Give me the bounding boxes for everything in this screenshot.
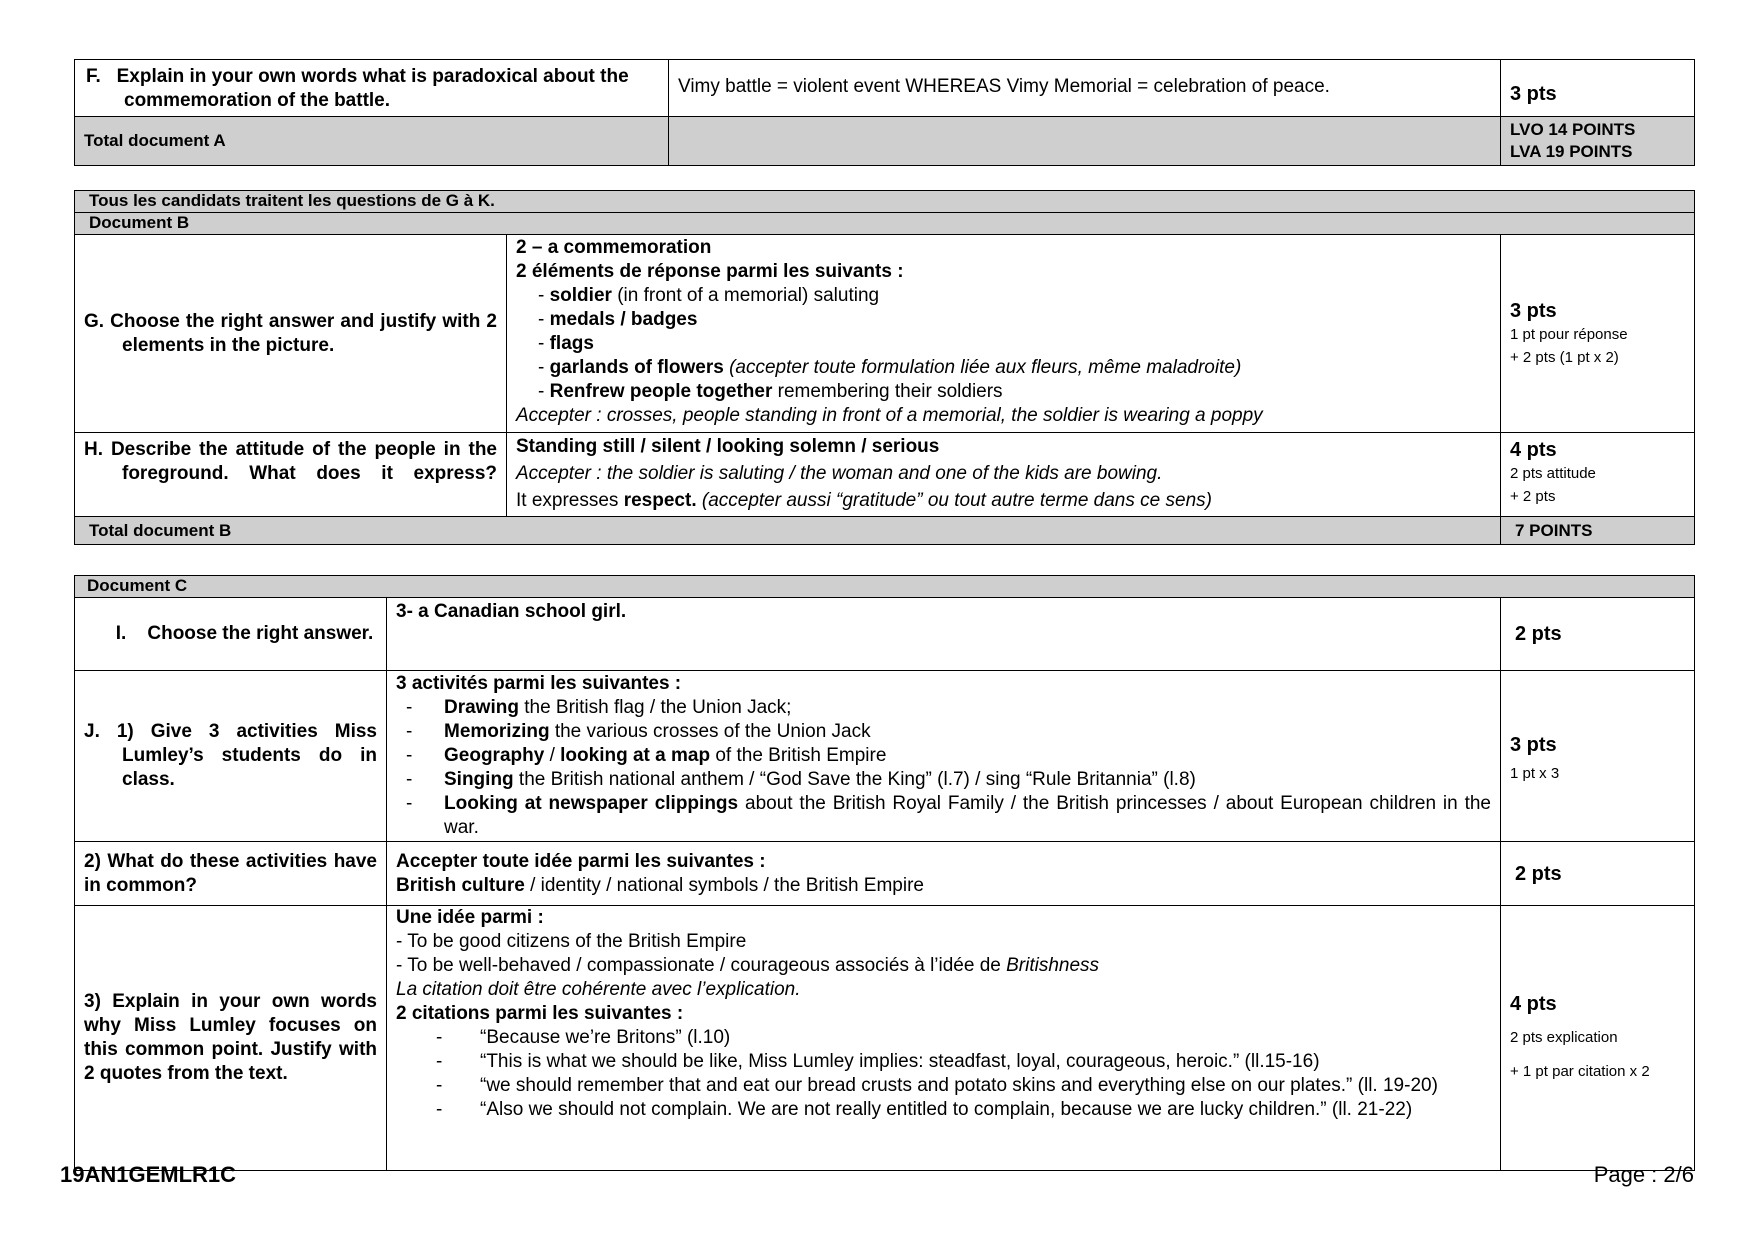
answer-f	[669, 60, 1501, 117]
answer-j3: Une idée parmi : - To be good citizens of the British Empire - To be well-behaved / compassionate / courageous associés à l’idée de Britishness La citation doit être cohérente avec l’explication. 2 citations parmi les suivantes : - “Because we’re Britons” (l.10) - “This is what we should be like, Miss Lumley implies: steadfast, loyal, courageous, heroic.” (ll.15-16) - “we should remember that and eat our bread crusts and potato skins and everything else on our plates.” (ll. 19-20) - “Also we should not complain. We are not really entitled to complain, because we are lucky children.” (ll. 21-22)	[387, 906, 1501, 1171]
document-c-table	[74, 575, 1695, 1171]
total-lva: LVA 19 POINTS	[1510, 142, 1633, 161]
total-document-a-points	[1501, 117, 1695, 166]
points-i: 2 pts	[1501, 598, 1695, 671]
instruction-row: Tous les candidats traitent les questions de G à K.	[75, 191, 1695, 213]
total-document-a-empty	[669, 117, 1501, 166]
document-code: 19AN1GEMLR1C	[60, 1162, 237, 1187]
j3-quote: - “This is what we should be like, Miss Lumley implies: steadfast, loyal, courageous, heroic.” (ll.15-16)	[436, 1051, 1320, 1072]
question-j3: 3) Explain in your own words why Miss Lumley focuses on this common point. Justify with 2 quotes from the text.	[75, 906, 387, 1171]
j1-item: - Memorizing the various crosses of the Union Jack	[406, 721, 871, 742]
answer-j1: 3 activités parmi les suivantes : - Drawing the British flag / the Union Jack; - Memorizing the various crosses of the Union Jack - Geography / looking at a map of the British Empire - Singing the British national anthem / “God Save the King” (l.7) / sing “Rule Britannia” (l.8) - Looking at newspaper clippings about the British Royal Family / the British princesses / about European children in the war.	[387, 671, 1501, 842]
g-item: - medals / badges	[538, 309, 698, 330]
page-number: Page : 2/6	[1593, 1162, 1694, 1187]
question-f-label: F.	[86, 66, 101, 87]
total-document-b-label: Total document B	[75, 517, 1501, 545]
answer-i: 3- a Canadian school girl.	[387, 598, 1501, 671]
question-i: I. Choose the right answer.	[75, 598, 387, 671]
j1-item: - Looking at newspaper clippings about the British Royal Family / the British princesses / about European children in the war.	[406, 793, 1491, 838]
points-j1: 3 pts 1 pt x 3	[1501, 671, 1695, 842]
answer-j2: Accepter toute idée parmi les suivantes : British culture / identity / national symbols / the British Empire	[387, 842, 1501, 906]
total-lvo: LVO 14 POINTS	[1510, 120, 1636, 139]
answer-g: 2 – a commemoration 2 éléments de réponse parmi les suivants : - soldier (in front of a memorial) saluting - medals / badges - flags - garlands of flowers (accepter toute formulation liée aux fleurs, même maladroite) - Renfrew people together remembering their soldiers Accepter : crosses, people standing in front of a memorial, the soldier is wearing a poppy	[507, 235, 1501, 433]
document-b-title: Document B	[75, 213, 1695, 235]
j1-item: - Geography / looking at a map of the British Empire	[406, 745, 887, 766]
j3-quote: - “Also we should not complain. We are not really entitled to complain, because we are lucky children.” (ll. 21-22)	[436, 1099, 1413, 1120]
answer-h: Standing still / silent / looking solemn / serious Accepter : the soldier is saluting / the woman and one of the kids are bowing. It expresses respect. (accepter aussi “gratitude” ou tout autre terme dans ce sens)	[507, 433, 1501, 517]
document-b-table	[74, 190, 1695, 545]
g-accept: Accepter : crosses, people standing in front of a memorial, the soldier is wearing a poppy	[516, 405, 1263, 426]
g-item: - flags	[538, 333, 594, 354]
g-item: - Renfrew people together remembering their soldiers	[538, 381, 1003, 402]
question-j2: 2) What do these activities have in common?	[75, 842, 387, 906]
total-document-b-points: 7 POINTS	[1501, 517, 1695, 545]
question-h: H. Describe the attitude of the people in the foreground. What does it express?	[75, 433, 507, 517]
j3-quote: - “Because we’re Britons” (l.10)	[436, 1027, 731, 1048]
g-item: - garlands of flowers (accepter toute formulation liée aux fleurs, même maladroite)	[538, 357, 1242, 378]
j1-item: - Singing the British national anthem / “God Save the King” (l.7) / sing “Rule Britannia” (l.8)	[406, 769, 1196, 790]
j1-item: - Drawing the British flag / the Union Jack;	[406, 697, 792, 718]
points-h: 4 pts 2 pts attitude + 2 pts	[1501, 433, 1695, 517]
question-g: G. Choose the right answer and justify with 2 elements in the picture.	[75, 235, 507, 433]
points-j2: 2 pts	[1501, 842, 1695, 906]
total-document-a-label: Total document A	[75, 117, 669, 166]
document-a-table	[74, 59, 1695, 166]
question-f-text: Explain in your own words what is paradoxical about the commemoration of the battle.	[116, 66, 629, 111]
g-item: - soldier (in front of a memorial) saluting	[538, 285, 880, 306]
answer-f-text: Vimy battle = violent event WHEREAS Vimy Memorial = celebration of peace.	[678, 76, 1330, 97]
document-c-title: Document C	[75, 576, 1695, 598]
points-g: 3 pts 1 pt pour réponse + 2 pts (1 pt x 2)	[1501, 235, 1695, 433]
points-f: 3 pts	[1501, 60, 1695, 117]
question-f	[75, 60, 669, 117]
question-j1: J. 1) Give 3 activities Miss Lumley’s students do in class.	[75, 671, 387, 842]
j3-quote: - “we should remember that and eat our bread crusts and potato skins and everything else on our plates.” (ll. 19-20)	[436, 1075, 1438, 1096]
points-j3: 4 pts 2 pts explication + 1 pt par citation x 2	[1501, 906, 1695, 1171]
